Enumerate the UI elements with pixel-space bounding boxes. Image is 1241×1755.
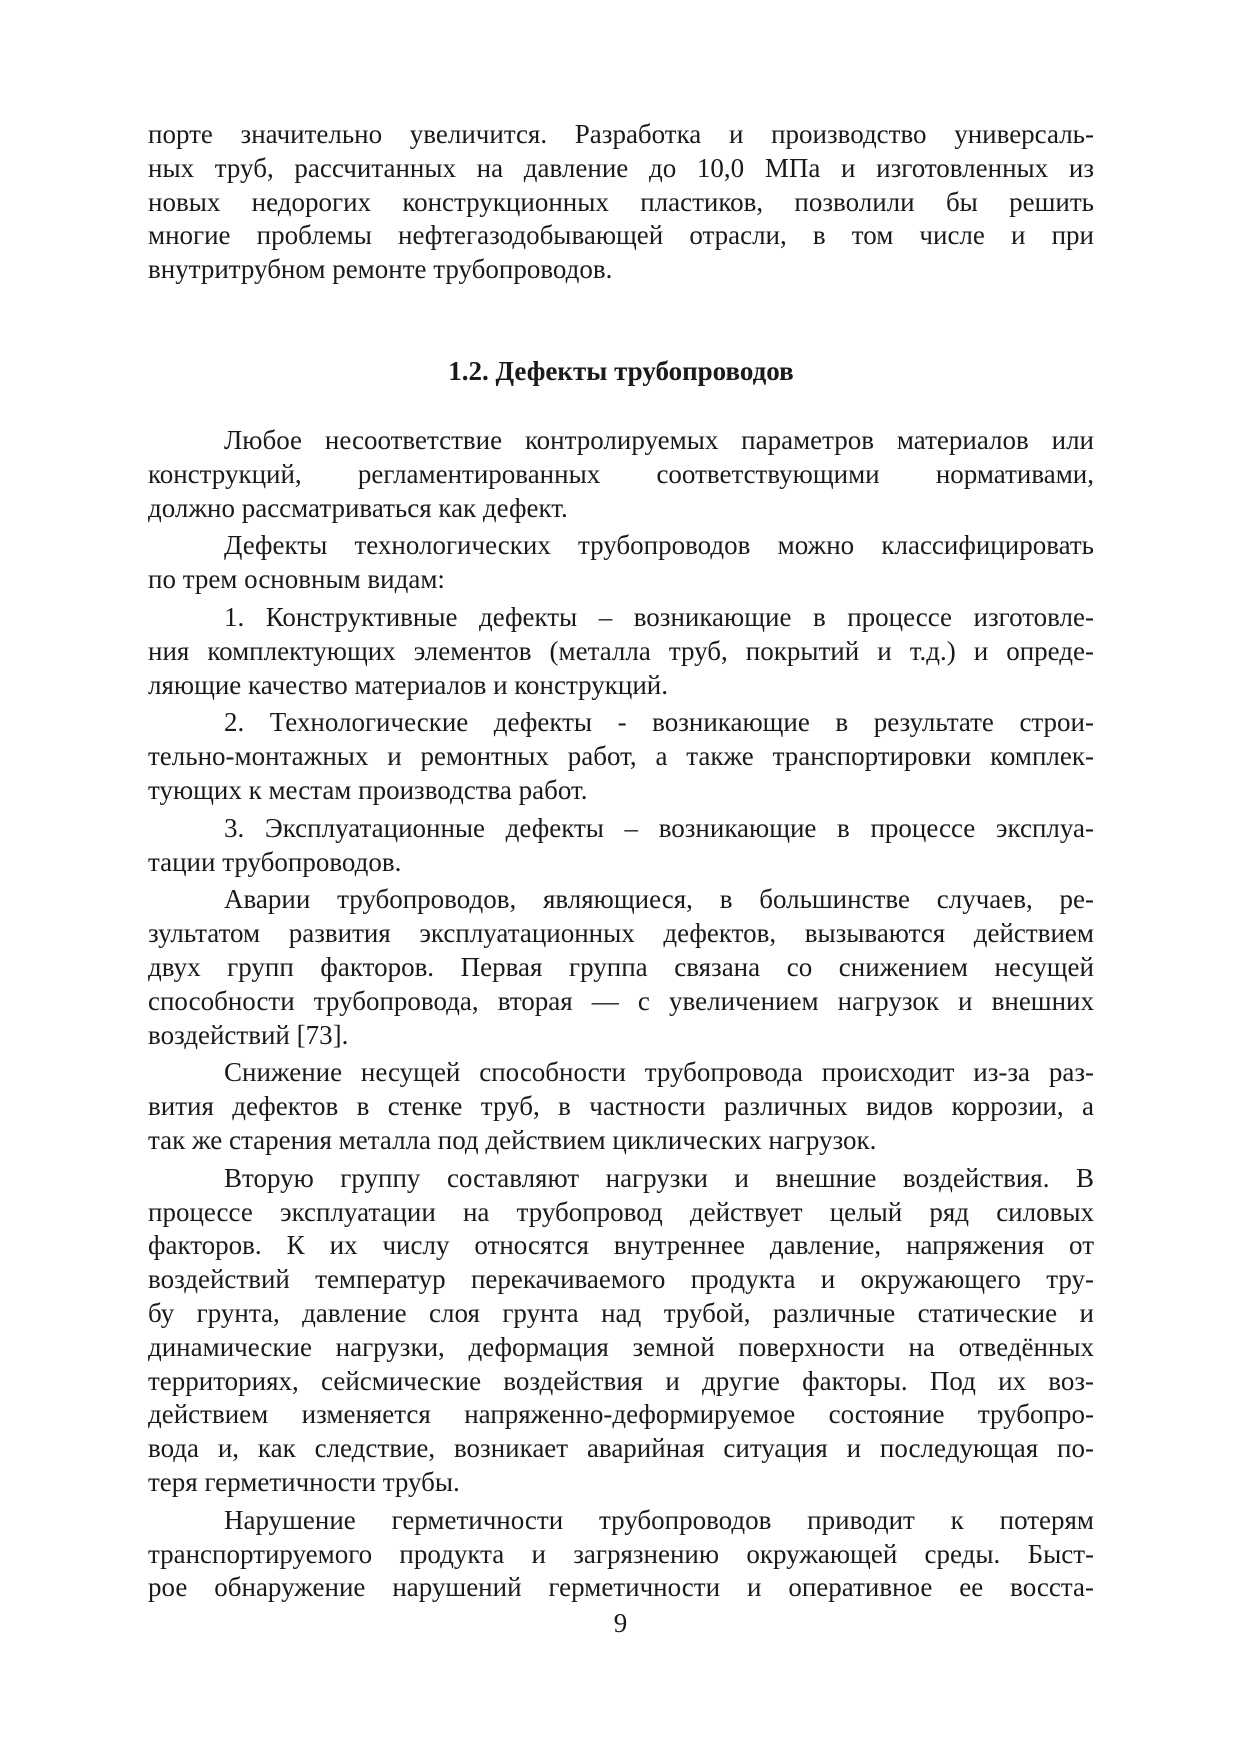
page-number: 9 bbox=[613, 1608, 628, 1638]
text-line: процессе эксплуатации на трубопровод действует целый ряд силовых bbox=[148, 1196, 1094, 1227]
text-line: 3. Эксплуатационные дефекты – возникающие в процессе эксплуа- bbox=[224, 812, 1094, 843]
text-line: новых недорогих конструкционных пластиков, позволили бы решить bbox=[148, 186, 1094, 217]
text-line: действием изменяется напряженно-деформируемое состояние трубопро- bbox=[148, 1399, 1094, 1430]
text-line: ния комплектующих элементов (металла труб, покрытий и т.д.) и опреде- bbox=[148, 635, 1094, 666]
text-line: ляющие качество материалов и конструкций. bbox=[148, 669, 668, 700]
text-line: тации трубопроводов. bbox=[148, 846, 402, 877]
text-line: вода и, как следствие, возникает аварийная ситуация и последующая по- bbox=[148, 1433, 1094, 1464]
text-line: бу грунта, давление слоя грунта над трубой, различные статические и bbox=[148, 1297, 1094, 1328]
text-line: многие проблемы нефтегазодобывающей отрасли, в том числе и при bbox=[148, 220, 1094, 251]
text-line: Любое несоответствие контролируемых параметров материалов или bbox=[224, 425, 1094, 455]
text-line: динамические нагрузки, деформация земной поверхности на отведённых bbox=[148, 1331, 1094, 1362]
text-line: Снижение несущей способности трубопровода происходит из-за раз- bbox=[224, 1057, 1094, 1088]
text-line: рое обнаружение нарушений герметичности и оперативное ее восста- bbox=[148, 1572, 1094, 1603]
text-line: тующих к местам производства работ. bbox=[148, 774, 588, 805]
text-line: транспортируемого продукта и загрязнению окружающей среды. Быст- bbox=[148, 1538, 1094, 1569]
text-line: порте значительно увеличится. Разработка и производство универсаль- bbox=[148, 119, 1094, 149]
text-line: вития дефектов в стенке труб, в частности различных видов коррозии, а bbox=[148, 1091, 1094, 1122]
text-line: внутритрубном ремонте трубопроводов. bbox=[148, 254, 613, 285]
text-line: по трем основным видам: bbox=[148, 564, 445, 595]
text-line: ных труб, рассчитанных на давление до 10,0 МПа и изготовленных из bbox=[148, 152, 1094, 183]
text-line: двух групп факторов. Первая группа связана со снижением несущей bbox=[148, 951, 1094, 982]
text-line: 2. Технологические дефекты - возникающие в результате строи- bbox=[224, 707, 1094, 738]
text-line: способности трубопровода, вторая — с увеличением нагрузок и внешних bbox=[148, 985, 1094, 1016]
text-line: должно рассматриваться как дефект. bbox=[148, 492, 568, 523]
text-line: 1. Конструктивные дефекты – возникающие в процессе изготовле- bbox=[224, 601, 1094, 632]
text-line: конструкций, регламентированных соответствующими нормативами, bbox=[148, 458, 1094, 489]
text-line: Вторую группу составляют нагрузки и внешние воздействия. В bbox=[224, 1162, 1094, 1193]
text-line: воздействий [73]. bbox=[148, 1019, 349, 1050]
text-line: Нарушение герметичности трубопроводов приводит к потерям bbox=[224, 1504, 1094, 1535]
text-line: территориях, сейсмические воздействия и другие факторы. Под их воз- bbox=[148, 1365, 1094, 1396]
text-line: Дефекты технологических трубопроводов можно классифицировать bbox=[224, 530, 1094, 561]
text-line: тельно-монтажных и ремонтных работ, а также транспортировки комплек- bbox=[148, 741, 1094, 772]
text-line: факторов. К их числу относятся внутреннее давление, напряжения от bbox=[148, 1230, 1094, 1261]
section-heading: 1.2. Дефекты трубопроводов bbox=[448, 356, 794, 386]
text-line: Аварии трубопроводов, являющиеся, в большинстве случаев, ре- bbox=[224, 884, 1094, 915]
text-line: зультатом развития эксплуатационных дефектов, вызываются действием bbox=[148, 918, 1094, 949]
text-line: так же старения металла под действием циклических нагрузок. bbox=[148, 1124, 877, 1155]
section-body bbox=[148, 424, 1094, 1605]
text-line: теря герметичности трубы. bbox=[148, 1466, 460, 1497]
text-line: воздействий температур перекачиваемого продукта и окружающего тру- bbox=[148, 1264, 1094, 1295]
intro-paragraph bbox=[148, 118, 1094, 287]
